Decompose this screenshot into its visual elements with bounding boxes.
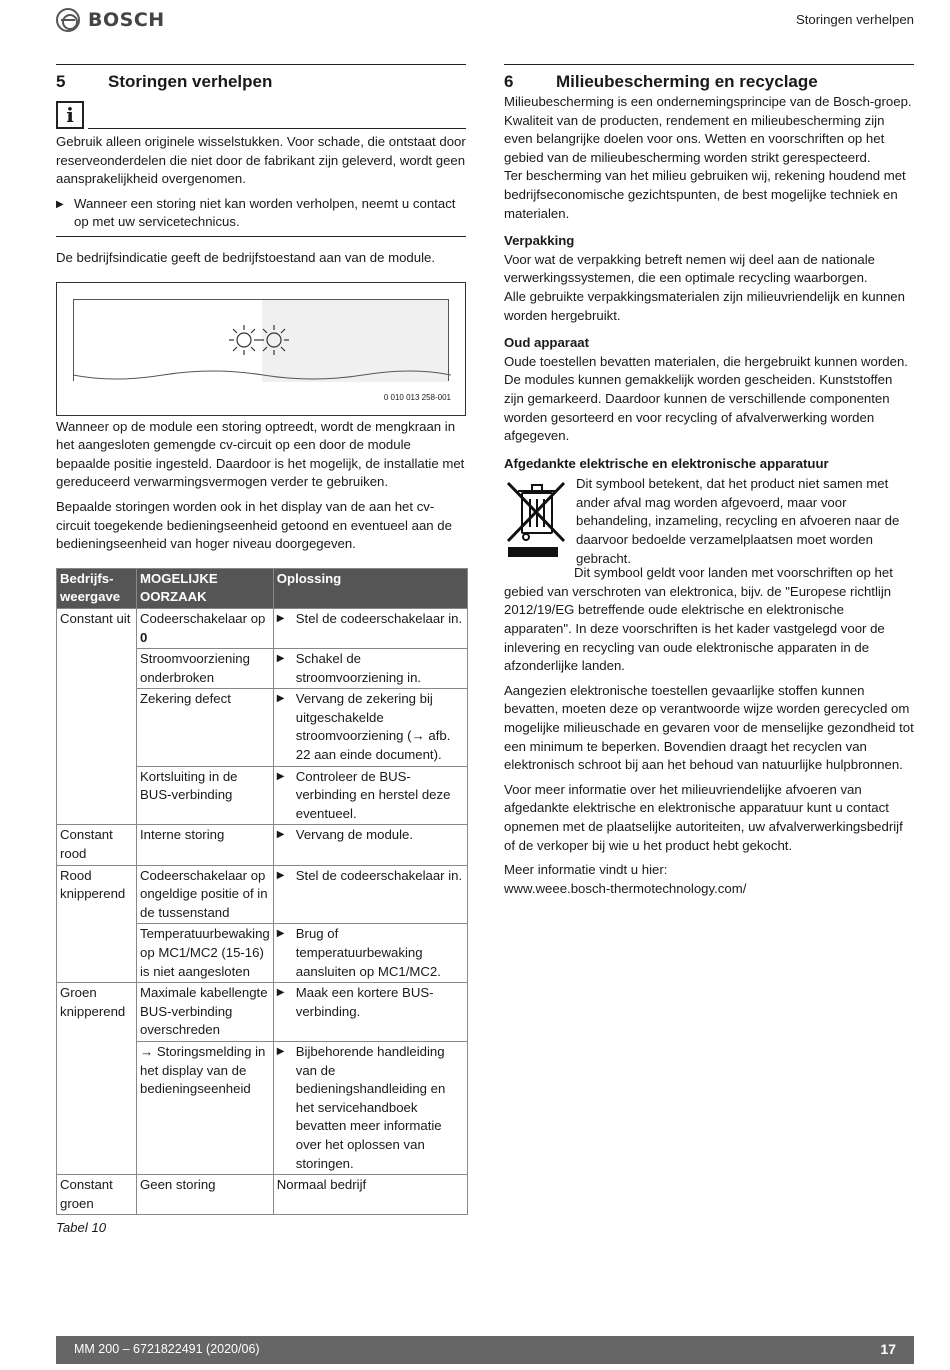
page-footer [56, 1336, 914, 1364]
table-row: Kortsluiting in de BUS-verbinding ▶ Controleer de BUS-verbinding en herstel deze eventueel. [57, 766, 468, 825]
bullet-triangle-icon: ▶ [276, 612, 285, 624]
bullet-triangle-icon: ▶ [56, 198, 64, 210]
weee-heading: Afgedankte elektrische en elektronische apparatuur [504, 455, 829, 471]
section-6-heading: 6 Milieubescherming en recyclage [504, 72, 818, 91]
panel-break-line [73, 369, 451, 385]
footer-doc-id: MM 200 – 6721822491 (2020/06) [74, 1342, 260, 1356]
left-column [56, 64, 466, 1238]
table-row: Temperatuurbewaking op MC1/MC2 (15-16) is niet aangesloten ▶ Brug of temperatuurbewaking aansluiten op MC1/MC2. [57, 924, 468, 983]
section-5-heading: 5 Storingen verhelpen [56, 72, 273, 91]
table-row: Constant rood Interne storing ▶ Vervang de module. [57, 825, 468, 865]
weee-para-4: Voor meer informatie over het milieuvriendelijke afvoeren van afgedankte elektrische en elektronische apparatuur kunt u contact opnemen met de plaatselijke autoriteiten, uw afvalverwerkingsbedrijf of de verkoper bij wie u het product hebt gekocht. [504, 781, 903, 853]
info-note [56, 101, 466, 129]
weee-block [504, 475, 914, 568]
env-para-1: Milieubescherming is een ondernemingsprincipe van de Bosch-groep. Kwaliteit van de producten, rendement en milieubescherming zijn even belangrijke doelen voor ons. Wetten en voorschriften op het gebied van de milieubescherming worden strikt gerespecteerd. [504, 94, 912, 165]
note-bullet: ▶ Wanneer een storing niet kan worden verholpen, neemt u contact op met uw servicetechnicus. [56, 195, 466, 232]
bosch-logo [56, 8, 165, 32]
table-row: → Storingsmelding in het display van de bedieningseenheid ▶ Bijbehorende handleiding van de bedieningshandleiding en het servicehandboek bevatten meer informatie over het oplossen van storingen. [57, 1041, 468, 1174]
page-header [56, 8, 914, 34]
paragraph-2: Bepaalde storingen worden ook in het display van de aan het cv-circuit toegekende bedieningseenheid getoond en eventueel aan de bedieningseenheid van hoger niveau doorgegeven. [56, 498, 452, 552]
crossed-out-bin-icon [504, 475, 574, 559]
col-header-solution: Oplossing [273, 568, 467, 608]
table-row: Constant uit Codeerschakelaar op 0 ▶ Stel de codeerschakelaar in. [57, 608, 468, 648]
paragraph-1: Wanneer op de module een storing optreedt, wordt de mengkraan in het aangesloten gemengde cv-circuit op een door de module bepaalde positie ingesteld. Daardoor is het mogelijk, de installatie met gereduceerd verwarmingsvermogen verder te gebruiken. [56, 418, 465, 490]
bullet-triangle-icon: ▶ [276, 928, 285, 940]
weee-para-3: Aangezien elektronische toestellen gevaarlijke stoffen kunnen bevatten, moeten deze op verantwoorde wijze worden gerecycled om mogelijke milieuschade en gevaren voor de menselijke gezondheid tot een minimum te beperken. Bovendien draagt het recyclen van elektronisch schroot bij aan het behoud van natuurlijke hulpbronnen. [504, 682, 914, 773]
bullet-triangle-icon: ▶ [276, 770, 285, 782]
module-indicator-figure [56, 282, 466, 416]
header-section-title: Storingen verhelpen [795, 12, 914, 27]
led-blink-icon [224, 322, 300, 358]
col-header-cause: MOGELIJKE OORZAAK [137, 568, 274, 608]
bullet-triangle-icon: ▶ [276, 987, 285, 999]
packaging-para-2: Alle gebruikte verpakkingsmaterialen zijn milieuvriendelijk en kunnen worden hergebruikt. [504, 288, 905, 323]
env-para-2: Ter bescherming van het milieu gebruiken wij, rekening houdend met bedrijfseconomische gezichtspunten, de best mogelijke techniek en materialen. [504, 168, 906, 221]
table-row: Stroomvoorziening onderbroken ▶ Schakel de stroomvoorziening in. [57, 649, 468, 689]
packaging-para-1: Voor wat de verpakking betreft nemen wij deel aan de nationale verwerkingssystemen, die een optimale recycling waarborgen. [504, 251, 875, 286]
weee-para-1: Dit symbool betekent, dat het product niet samen met ander afval mag worden afgevoerd, maar voor behandeling, inzameling, recycling en afvoeren naar de daarvoor bedoelde verzamelplaatsen moet worden gebracht. [576, 476, 900, 566]
table-row: Rood knipperend Codeerschakelaar op ongeldige positie of in de tussenstand ▶ Stel de codeerschakelaar in. [57, 865, 468, 924]
table-caption: Tabel 10 [56, 1220, 107, 1236]
figure-code: 0 010 013 258-001 [383, 392, 451, 402]
more-info-label: Meer informatie vindt u hier: [504, 862, 668, 878]
old-appliance-para: Oude toestellen bevatten materialen, die hergebruikt kunnen worden. De modules kunnen gemakkelijk worden gescheiden. Kunststoffen zijn gemarkeerd. Daardoor kunnen de verschillende componenten worden gesorteerd en voor recycling of afvalverwerking worden afgegeven. [504, 353, 908, 444]
right-column [504, 64, 914, 898]
old-appliance-heading: Oud apparaat [504, 335, 590, 351]
table-row: Constant groen Geen storing Normaal bedrijf [57, 1175, 468, 1215]
bullet-triangle-icon: ▶ [276, 869, 285, 881]
info-icon: i [56, 101, 84, 129]
col-header-state: Bedrijfs-weergave [57, 568, 137, 608]
weee-url-link[interactable]: www.weee.bosch-thermotechnology.com/ [504, 880, 747, 896]
page-number: 17 [880, 1341, 896, 1357]
bullet-triangle-icon: ▶ [276, 653, 285, 665]
fault-table [56, 568, 468, 1216]
weee-para-2: Dit symbool geldt voor landen met voorschriften op het gebied van verschroten van elektronica, bijv. de "Europese richtlijn 2012/19/EG betreffende oude elektrische en elektronische apparaten". In deze voorschriften is het kader vastgelegd voor de inlevering en recycling van oude elektronische apparaten in de afzonderlijke landen. [504, 565, 893, 674]
brand-name: BOSCH [88, 8, 165, 31]
bullet-triangle-icon: ▶ [276, 1045, 285, 1057]
packaging-heading: Verpakking [504, 233, 575, 249]
bullet-triangle-icon: ▶ [276, 829, 285, 841]
bullet-triangle-icon: ▶ [276, 693, 285, 705]
table-row: Zekering defect ▶ Vervang de zekering bij uitgeschakelde stroomvoorziening (→ afb. 22 aan einde document). [57, 689, 468, 766]
table-row: Groen knipperend Maximale kabellengte BUS-verbinding overschreden ▶ Maak een kortere BUS-verbinding. [57, 983, 468, 1042]
note-text: Gebruik alleen originele wisselstukken. Voor schade, die ontstaat door reserveonderdelen die niet door de fabrikant zijn geleverd, wordt geen aansprakelijkheid overgenomen. [56, 134, 466, 187]
intro-text: De bedrijfsindicatie geeft de bedrijfstoestand aan van de module. [56, 249, 436, 265]
bosch-armature-icon [56, 8, 80, 32]
